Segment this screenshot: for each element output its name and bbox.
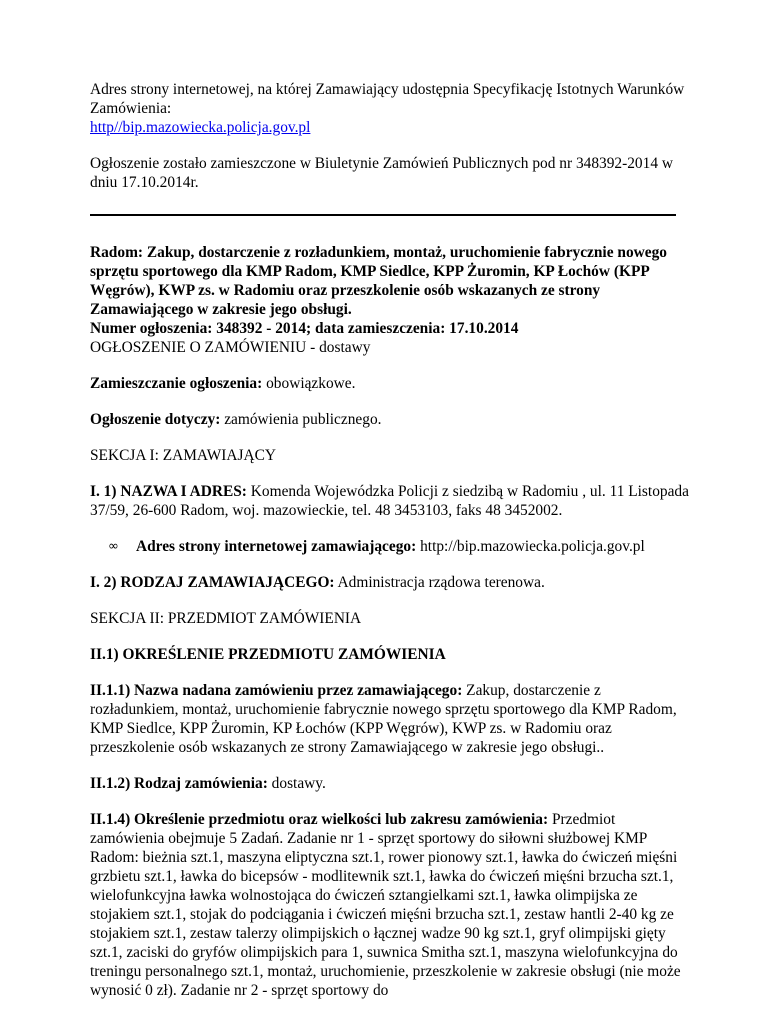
notice-title: Radom: Zakup, dostarczenie z rozładunkiem, montaż, uruchomienie fabrycznie nowego sprzętu sportowego dla KMP Radom, KMP Siedlce, KPP Żuromin, KP Łochów (KPP Węgrów), KWP zs. w Radomiu oraz przeszkolenie osób wskazanych ze strony Zamawiającego w zakresie jego obsługi. xyxy=(90,244,667,318)
section1-heading: SEKCJA I: ZAMAWIAJĄCY xyxy=(90,447,277,464)
type-label: I. 2) RODZAJ ZAMAWIAJĄCEGO: xyxy=(90,574,335,591)
notice-number: Numer ogłoszenia: 348392 - 2014; data zamieszczenia: 17.10.2014 xyxy=(90,320,519,337)
order-description-label: II.1.4) Określenie przedmiotu oraz wielkości lub zakresu zamówienia: xyxy=(90,811,549,828)
infinity-bullet-icon: ∞ xyxy=(108,539,119,554)
section2-subheading xyxy=(90,645,690,664)
order-name-value: Zakup, dostarczenie z rozładunkiem, montaż, uruchomienie fabrycznie nowego sprzętu sportowego dla KMP Radom, KMP Siedlce, KPP Żuromin, KP Łochów (KPP Węgrów), KWP zs. w Radomiu oraz przeszkolenie osób wskazanych ze strony Zamawiającego w zakresie jego obsługi.. xyxy=(90,682,677,756)
concerns-label: Ogłoszenie dotyczy: xyxy=(90,411,221,428)
section2-heading: SEKCJA II: PRZEDMIOT ZAMÓWIENIA xyxy=(90,610,362,627)
order-description-field xyxy=(90,810,690,1000)
spec-text: Adres strony internetowej, na której Zamawiający udostępnia Specyfikację Istotnych Warunków Zamówienia: xyxy=(90,81,685,117)
order-kind-value: dostawy. xyxy=(267,775,326,792)
concerns-field xyxy=(90,410,690,429)
spec-link[interactable]: http//bip.mazowiecka.policja.gov.pl xyxy=(90,119,311,136)
divider xyxy=(90,214,676,216)
section1-type xyxy=(90,573,690,592)
order-kind-label: II.1.2) Rodzaj zamówienia: xyxy=(90,775,268,792)
order-name-label: II.1.1) Nazwa nadana zamówieniu przez zamawiającego: xyxy=(90,682,463,699)
concerns-value: zamówienia publicznego. xyxy=(220,411,382,428)
posting-value: obowiązkowe. xyxy=(262,375,356,392)
posting-label: Zamieszczanie ogłoszenia: xyxy=(90,375,263,392)
document-page xyxy=(90,80,690,1017)
type-value: Administracja rządowa terenowa. xyxy=(334,574,545,591)
spec-paragraph xyxy=(90,80,690,137)
bulletin-paragraph: Ogłoszenie zostało zamieszczone w Biuletynie Zamówień Publicznych pod nr 348392-2014 w dniu 17.10.2014r. xyxy=(90,155,673,191)
name-address-value: Komenda Wojewódzka Policji z siedzibą w Radomiu , ul. 11 Listopada 37/59, 26-600 Radom, woj. mazowieckie, tel. 48 3453103, faks 48 3452002. xyxy=(90,483,689,519)
web-address-item xyxy=(90,537,690,556)
posting-field xyxy=(90,374,690,393)
name-address-label: I. 1) NAZWA I ADRES: xyxy=(90,483,247,500)
order-description-value: Przedmiot zamówienia obejmuje 5 Zadań. Zadanie nr 1 - sprzęt sportowy do siłowni służbowej KMP Radom: bieżnia szt.1, maszyna eliptyczna szt.1, rower pionowy szt.1, ławka do ćwiczeń mięśni grzbietu szt.1, ławka do bicepsów - modlitewnik szt.1, ławka do ćwiczeń mięśni brzucha szt.1, wielofunkcyjna ławka wolnostojąca do ćwiczeń sztangielkami szt.1, ławka olimpijska ze stojakiem szt.1, stojak do podciągania i ćwiczeń mięśni brzucha szt.1, zestaw hantli 2-40 kg ze stojakiem szt.1, zestaw talerzy olimpijskich o łącznej wadze 90 kg szt.1, gryf olimpijski gięty szt.1, zaciski do gryfów olimpijskich para 1, suwnica Smitha szt.1, maszyna wielofunkcyjna do treningu personalnego szt.1, montaż, uruchomienie, przeszkolenie w zakresie obsługi (nie może wynosić 0 zł). Zadanie nr 2 - sprzęt sportowy do xyxy=(90,811,681,999)
order-kind-field xyxy=(90,774,690,793)
web-address-value: http://bip.mazowiecka.policja.gov.pl xyxy=(416,538,645,555)
notice-type: OGŁOSZENIE O ZAMÓWIENIU - dostawy xyxy=(90,339,371,356)
order-name-field xyxy=(90,681,690,757)
notice-header xyxy=(90,243,690,357)
web-address-label: Adres strony internetowej zamawiającego: xyxy=(136,538,417,555)
subheading-text: II.1) OKREŚLENIE PRZEDMIOTU ZAMÓWIENIA xyxy=(90,646,446,663)
section1-name-address xyxy=(90,482,690,520)
